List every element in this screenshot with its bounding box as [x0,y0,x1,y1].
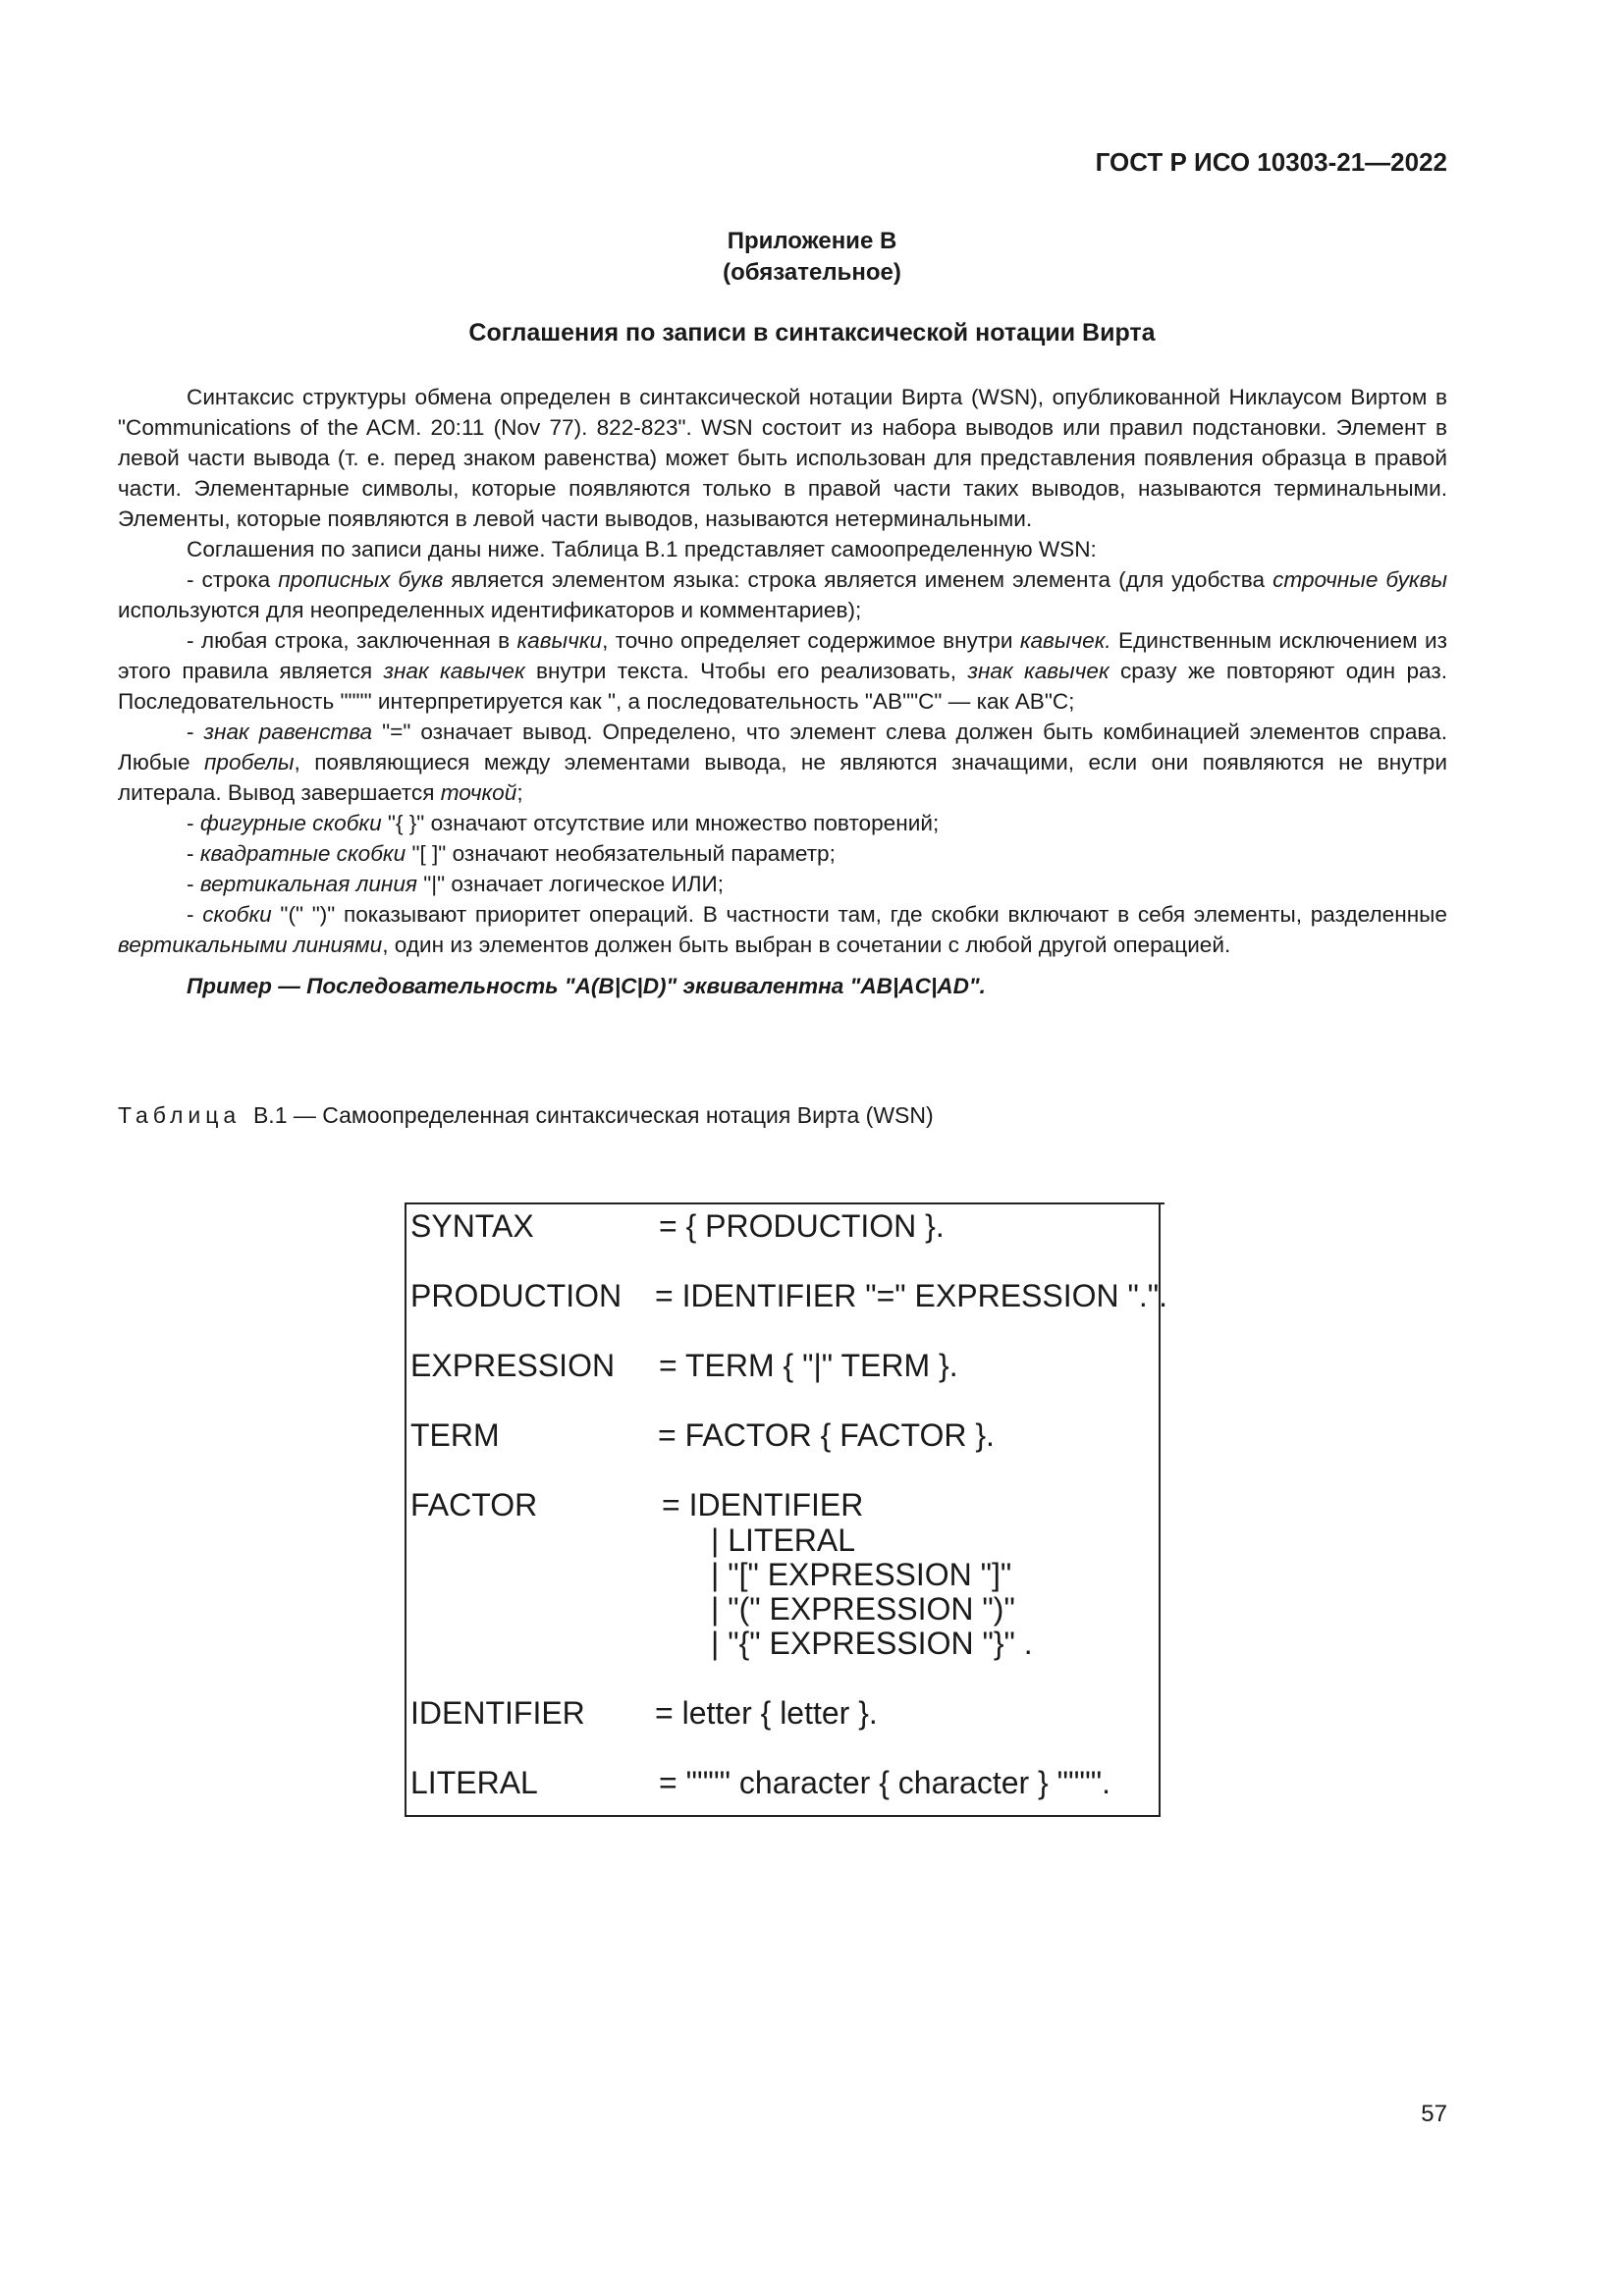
wsn-table [405,1202,1167,1817]
table-caption-text: В.1 — Самоопределенная синтаксическая нотация Вирта (WSN) [252,1102,934,1128]
body-text [118,382,1447,1001]
list-item-brackets: - квадратные скобки "[ ]" означают необязательный параметр; [187,841,836,866]
wsn-lhs: EXPRESSION [410,1348,616,1383]
wsn-lhs: IDENTIFIER [410,1695,585,1731]
wsn-lhs: SYNTAX [410,1208,534,1244]
wsn-rhs: = FACTOR { FACTOR }. [658,1417,995,1453]
appendix-status: (обязательное) [723,259,901,286]
paragraph-conventions: Соглашения по записи даны ниже. Таблица В.1 представляет самоопределенную WSN: [187,537,1097,561]
wsn-rhs: = letter { letter }. [655,1695,878,1731]
wsn-lhs: LITERAL [410,1765,538,1800]
page-number: 57 [1421,2101,1447,2127]
wsn-lhs: TERM [410,1417,500,1453]
wsn-factor-alternative: | LITERAL [711,1522,856,1558]
list-item-braces: - фигурные скобки "{ }" означают отсутствие или множество повторений; [187,811,940,835]
list-item-equals: - знак равенства "=" означает вывод. Определено, что элемент слева должен быть комбинацией элементов справа. Любые пробелы, появляющиеся между элементами вывода, не являются значащими, если они появляются не внутри литерала. Вывод завершается точкой; [118,720,1448,805]
paragraph-intro: Синтаксис структуры обмена определен в синтаксической нотации Вирта (WSN), опубликованной Никлаусом Виртом в "Communications of the ACM. 20:11 (Nov 77). 822-823". WSN состоит из набора выводов или правил подстановки. Элемент в левой части вывода (т. е. перед знаком равенства) может быть использован для представления появления образца в правой части. Элементарные символы, которые появляются только в правой части таких выводов, называются терминальными. Элементы, которые появляются в левой части выводов, называются нетерминальными. [118,385,1447,531]
list-item-vertical-bar: - вертикальная линия "|" означает логическое ИЛИ; [187,872,725,896]
list-item-quotes: - любая строка, заключенная в кавычки, точно определяет содержимое внутри кавычек. Единственным исключением из этого правила является знак кавычек внутри текста. Чтобы его реализовать, знак кавычек сразу же повторяют один раз. Последовательность """" интерпретируется как ", а последовательность "AB""C" — как AB"C; [118,628,1447,714]
wsn-factor-alternative: | "{" EXPRESSION "}" . [711,1626,1033,1661]
wsn-factor-alternative: | "(" EXPRESSION ")" [711,1591,1015,1627]
example-note: Пример — Последовательность "A(B|C|D)" эквивалентна "AB|AC|AD". [187,974,986,998]
wsn-lhs: FACTOR [410,1487,538,1522]
table-caption [118,1102,934,1129]
wsn-row-literal [410,1765,1110,1906]
wsn-rhs: = { PRODUCTION }. [659,1208,945,1244]
table-caption-label: Таблица [118,1102,242,1128]
appendix-heading [0,226,1624,289]
wsn-rhs: = IDENTIFIER [662,1487,864,1522]
section-title: Соглашения по записи в синтаксической нотации Вирта [468,319,1156,347]
document-standard-number: ГОСТ Р ИСО 10303-21—2022 [1095,147,1447,177]
wsn-lhs: PRODUCTION [410,1278,623,1313]
appendix-title: Приложение В [727,228,897,254]
list-item-uppercase: - строка прописных букв является элементом языка: строка является именем элемента (для удобства строчные буквы используются для неопределенных идентификаторов и комментариев); [118,567,1447,622]
list-item-parentheses: - скобки "(" ")" показывают приоритет операций. В частности там, где скобки включают в себя элементы, разделенные вертикальными линиями, один из элементов должен быть выбран в сочетании с любой другой операцией. [118,902,1447,957]
wsn-factor-alternative: | "[" EXPRESSION "]" [711,1557,1012,1592]
wsn-rhs: = TERM { "|" TERM }. [659,1348,958,1383]
wsn-rhs: = """" character { character } """". [659,1765,1110,1800]
wsn-rhs: = IDENTIFIER "=" EXPRESSION ".". [655,1278,1167,1313]
